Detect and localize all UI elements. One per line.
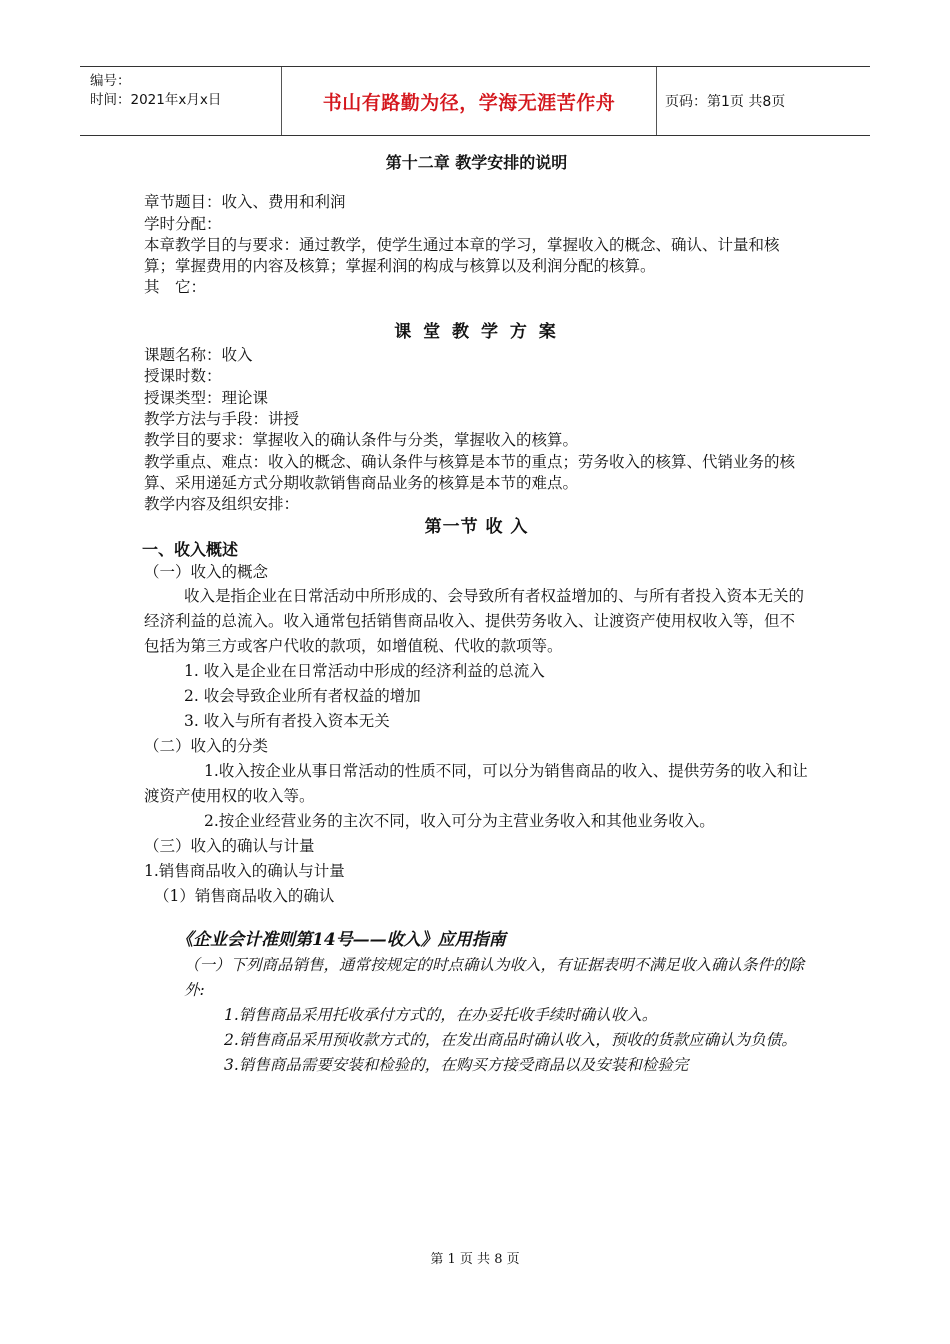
document-body: [144, 152, 809, 1078]
chapter-other: 其 它：: [144, 278, 207, 297]
guide-paragraph: （一）下列商品销售，通常按规定的时点确认为收入，有证据表明不满足收入确认条件的除外:: [184, 956, 805, 1000]
chapter-goal: 本章教学目的与要求：通过教学，使学生通过本章的学习，掌握收入的概念、确认、计量和核算；掌握费用的内容及核算；掌握利润的构成与核算以及利润分配的核算。: [144, 235, 780, 276]
plan-key-points: 教学重点、难点：收入的概念、确认条件与核算是本节的重点；劳务收入的核算、代销业务的核算、采用递延方式分期收款销售商品业务的核算是本节的难点。: [144, 452, 796, 492]
page-header: [80, 66, 870, 136]
heading-overview: 一、收入概述: [142, 539, 239, 559]
list-item-3: 3. 收入与所有者投入资本无关: [184, 712, 390, 731]
section-title: 第一节 收 入: [424, 517, 529, 538]
header-motto: 书山有路勤为径，学海无涯苦作舟: [282, 67, 657, 135]
plan-hours: 授课时数：: [144, 367, 222, 386]
chapter-title: 第十二章 教学安排的说明: [385, 153, 568, 172]
sub-heading-sales-recognition: （1）销售商品收入的确认: [154, 887, 335, 906]
paragraph-class-1: 1.收入按企业从事日常活动的性质不同，可以分为销售商品的收入、提供劳务的收入和让渡资产使用权的收入等。: [144, 762, 808, 806]
paragraph-concept: 收入是指企业在日常活动中所形成的、会导致所有者权益增加的、与所有者投入资本无关的经济利益的总流入。收入通常包括销售商品收入、提供劳务收入、让渡资产使用权收入等，但不包括为第三方或客户代收的款项，如增值税、代收的款项等。: [144, 587, 805, 656]
sub-heading-sales: 1.销售商品收入的确认与计量: [144, 862, 345, 881]
sub-heading-recognition: （三）收入的确认与计量: [144, 837, 315, 856]
plan-aim: 教学目的要求：掌握收入的确认条件与分类，掌握收入的核算。: [144, 431, 579, 450]
plan-content: 教学内容及组织安排：: [144, 495, 300, 514]
list-item-2: 2. 收会导致企业所有者权益的增加: [184, 687, 421, 706]
paragraph-class-2: 2.按企业经营业务的主次不同，收入可分为主营业务收入和其他业务收入。: [204, 812, 715, 831]
plan-method: 教学方法与手段：讲授: [144, 409, 300, 428]
guide-item-3: 3.销售商品需要安装和检验的，在购买方接受商品以及安装和检验完: [224, 1056, 689, 1075]
chapter-topic: 章节题目：收入、费用和利润: [144, 193, 346, 212]
guide-item-1: 1.销售商品采用托收承付方式的，在办妥托收手续时确认收入。: [224, 1006, 658, 1025]
plan-name: 课题名称：收入: [144, 346, 253, 365]
guide-block: [144, 927, 809, 1078]
doc-number: 编号：: [90, 73, 131, 89]
header-meta: [80, 67, 282, 135]
plan-type: 授课类型：理论课: [144, 388, 269, 407]
sub-heading-classification: （二）收入的分类: [144, 737, 269, 756]
doc-date: 时间：2021年x月x日: [90, 92, 222, 108]
header-page-number: 页码：第1页 共8页: [665, 94, 786, 110]
guide-item-2: 2.销售商品采用预收款方式的，在发出商品时确认收入，预收的货款应确认为负债。: [224, 1031, 797, 1050]
guide-title: 《企业会计准则第14号——收入》应用指南: [176, 930, 506, 951]
page-footer: 第 1 页 共 8 页: [430, 1252, 520, 1267]
list-item-1: 1. 收入是企业在日常活动中形成的经济利益的总流入: [184, 662, 545, 681]
sub-heading-concept: （一）收入的概念: [144, 563, 269, 582]
plan-title: 课 堂 教 学 方 案: [394, 321, 559, 342]
chapter-hours: 学时分配：: [144, 214, 222, 233]
